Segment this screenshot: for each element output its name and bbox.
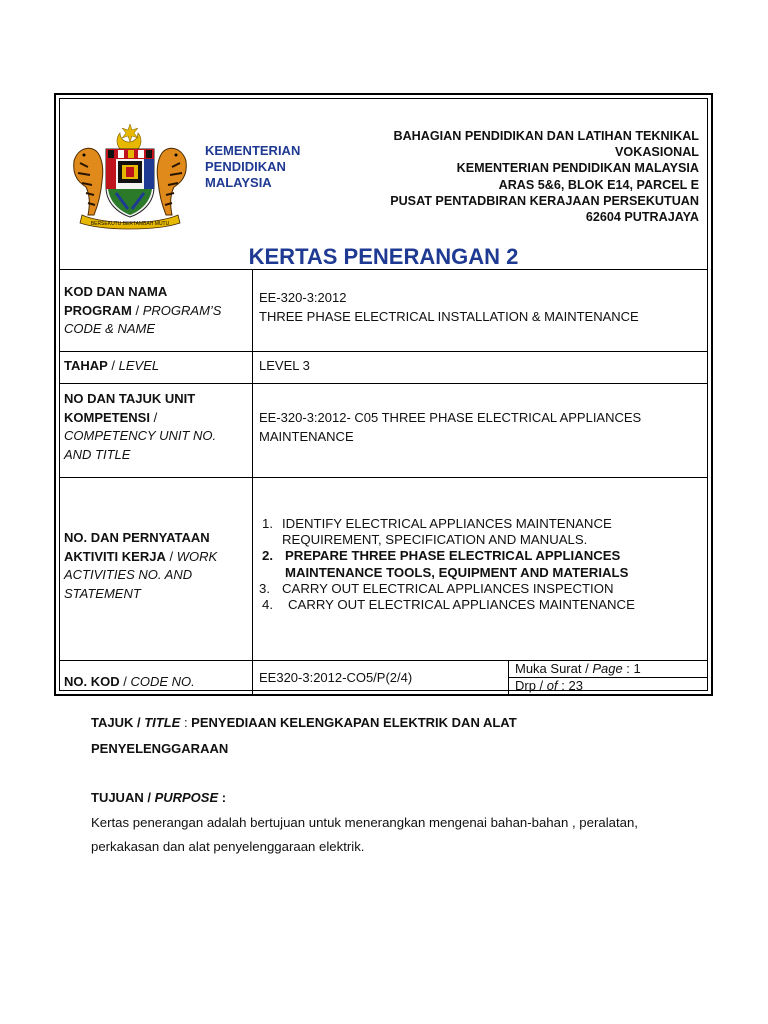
page-total: Drp / of : 23 [515, 678, 583, 693]
page-number: Muka Surat / Page : 1 [515, 661, 641, 676]
program-label: KOD DAN NAMA PROGRAM / PROGRAM’S CODE & NAME [64, 284, 222, 336]
activity-item: 2. PREPARE THREE PHASE ELECTRICAL APPLIANCES MAINTENANCE TOOLS, EQUIPMENT AND MATERIALS [262, 548, 629, 580]
address-line: VOKASIONAL [615, 145, 699, 160]
crest-motto: BERSEKUTU BERTAMBAH MUTU [90, 221, 170, 227]
address-line: 62604 PUTRAJAYA [585, 210, 699, 225]
ministry-line: PENDIDIKAN [205, 159, 286, 174]
activity-item: 3. CARRY OUT ELECTRICAL APPLIANCES INSPECTION [259, 580, 614, 596]
activities-list [259, 516, 699, 613]
purpose-heading: TUJUAN / PURPOSE : [91, 790, 227, 805]
purpose-text: Kertas penerangan adalah bertujuan untuk menerangkan mengenai bahan-bahan , peralatan, [91, 815, 638, 830]
row-divider [59, 351, 708, 352]
document-header-table [54, 93, 713, 696]
activities-label: NO. DAN PERNYATAAN AKTIVITI KERJA / WORK ACTIVITIES NO. AND STATEMENT [64, 530, 218, 601]
address-line: BAHAGIAN PENDIDIKAN DAN LATIHAN TEKNIKAL [393, 129, 699, 143]
address-line: KEMENTERIAN PENDIDIKAN MALAYSIA [456, 161, 699, 176]
column-divider [252, 269, 253, 694]
ministry-line: KEMENTERIAN [205, 143, 301, 158]
row-divider [59, 269, 708, 270]
row-divider [59, 383, 708, 384]
address-line: PUSAT PENTADBIRAN KERAJAAN PERSEKUTUAN [390, 193, 699, 208]
purpose-text: perkakasan dan alat penyelenggaraan elektrik. [91, 839, 365, 854]
document-title: KERTAS PENERANGAN 2 [248, 244, 519, 269]
level-label: TAHAP / LEVEL [64, 358, 160, 373]
activity-item: 1. IDENTIFY ELECTRICAL APPLIANCES MAINTENANCE REQUIREMENT, SPECIFICATION AND MANUALS. [262, 516, 612, 548]
unit-value: EE-320-3:2012- C05 THREE PHASE ELECTRICAL APPLIANCES MAINTENANCE [259, 410, 642, 444]
address-line: ARAS 5&6, BLOK E14, PARCEL E [498, 177, 699, 192]
activity-item: 4. CARRY OUT ELECTRICAL APPLIANCES MAINTENANCE [262, 597, 635, 613]
ministry-address [390, 128, 699, 225]
row-divider [59, 477, 708, 478]
ministry-line: MALAYSIA [205, 175, 272, 190]
ministry-name [205, 143, 300, 191]
coat-of-arms-icon [68, 123, 192, 231]
title-line-2: PENYELENGGARAAN [91, 741, 229, 756]
code-label: NO. KOD / CODE NO. [64, 674, 195, 689]
code-value: EE320-3:2012-CO5/P(2/4) [259, 670, 413, 685]
program-value: EE-320-3:2012 THREE PHASE ELECTRICAL INSTALLATION & MAINTENANCE [259, 290, 639, 324]
level-value: LEVEL 3 [259, 358, 310, 373]
title-line: TAJUK / TITLE : PENYEDIAAN KELENGKAPAN ELEKTRIK DAN ALAT [91, 715, 517, 730]
unit-label: NO DAN TAJUK UNIT KOMPETENSI / COMPETENCY UNIT NO. AND TITLE [64, 391, 217, 462]
